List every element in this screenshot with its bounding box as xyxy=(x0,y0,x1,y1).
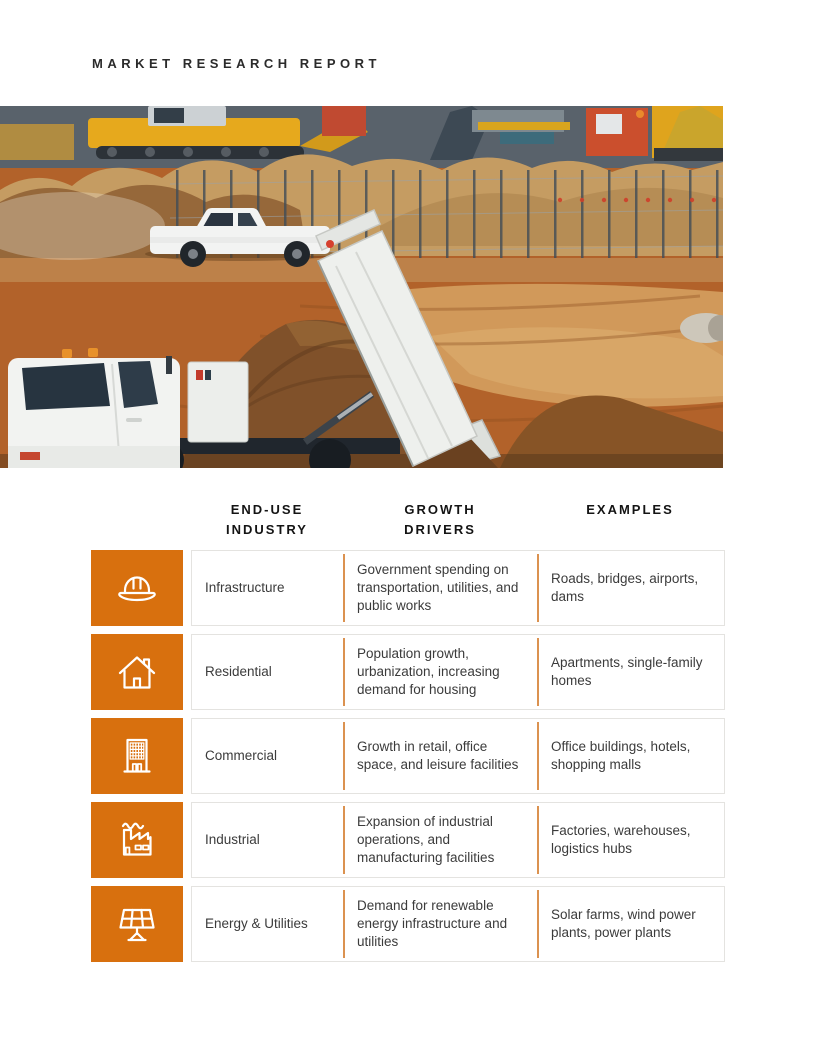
table-header-row xyxy=(191,500,723,540)
industry-cell: Infrastructure xyxy=(205,580,285,596)
table-row-energy-utilities xyxy=(91,886,725,962)
table-row-residential xyxy=(91,634,725,710)
column-header-end-use-industry: END-USE INDUSTRY xyxy=(226,502,308,538)
column-header-examples: EXAMPLES xyxy=(586,502,674,517)
industry-cell: Residential xyxy=(205,664,272,680)
drivers-cell: Expansion of industrial operations, and manufacturing facilities xyxy=(344,803,538,877)
column-header-growth-drivers: GROWTH DRIVERS xyxy=(404,502,476,538)
factory-icon xyxy=(91,802,183,878)
drivers-cell: Population growth, urbanization, increasing demand for housing xyxy=(344,635,538,709)
examples-cell: Office buildings, hotels, shopping malls xyxy=(551,739,691,772)
examples-cell: Solar farms, wind power plants, power plants xyxy=(551,907,696,940)
industry-cell: Energy & Utilities xyxy=(205,916,308,932)
industry-cell: Commercial xyxy=(205,748,278,764)
page-title: MARKET RESEARCH REPORT xyxy=(92,56,381,71)
hard-hat-icon xyxy=(91,550,183,626)
machinery-strip xyxy=(0,106,723,168)
drivers-cell: Government spending on transportation, utilities, and public works xyxy=(344,551,538,625)
construction-site-photo xyxy=(0,106,723,468)
table-row-commercial xyxy=(91,718,725,794)
drivers-cell: Demand for renewable energy infrastructure and utilities xyxy=(344,887,538,961)
drivers-cell: Growth in retail, office space, and leisure facilities xyxy=(344,719,538,793)
house-icon xyxy=(91,634,183,710)
solar-panel-icon xyxy=(91,886,183,962)
industry-cell: Industrial xyxy=(205,832,260,848)
examples-cell: Roads, bridges, airports, dams xyxy=(551,571,699,604)
office-building-icon xyxy=(91,718,183,794)
table-row-industrial xyxy=(91,802,725,878)
examples-cell: Apartments, single-family homes xyxy=(551,655,703,688)
table-row-infrastructure xyxy=(91,550,725,626)
industry-table xyxy=(91,550,725,962)
examples-cell: Factories, warehouses, logistics hubs xyxy=(551,823,691,856)
